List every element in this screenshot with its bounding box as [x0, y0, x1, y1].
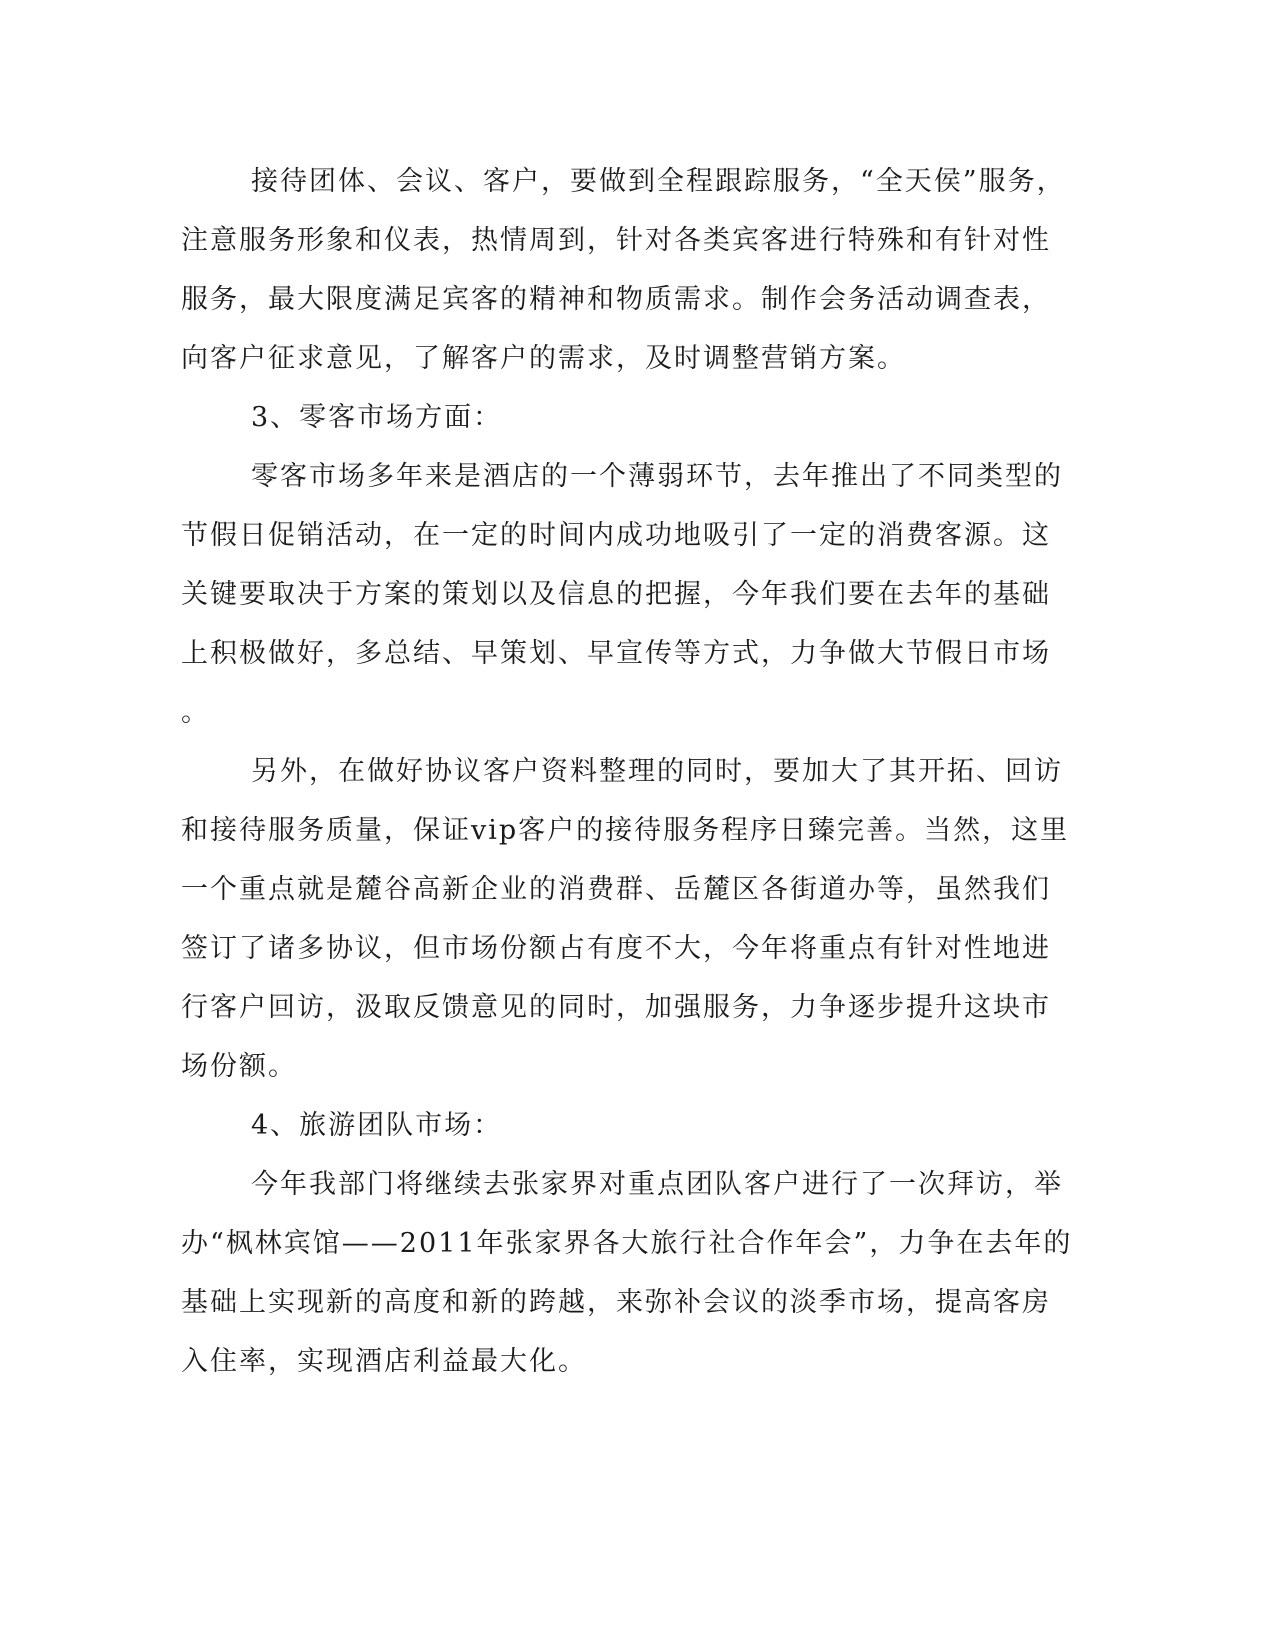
paragraph-line: 零客市场多年来是酒店的一个薄弱环节，去年推出了不同类型的: [251, 461, 1063, 492]
paragraph-line: 另外，在做好协议客户资料整理的同时，要加大了其开拓、回访: [251, 756, 1063, 787]
paragraph-line: 基础上实现新的高度和新的跨越，来弥补会议的淡季市场，提高客房: [181, 1287, 1051, 1318]
paragraph-line: 入住率，实现酒店利益最大化。: [181, 1346, 587, 1377]
paragraph-line: 上积极做好，多总结、早策划、早宣传等方式，力争做大节假日市场: [181, 638, 1051, 669]
paragraph-line: 今年我部门将继续去张家界对重点团队客户进行了一次拜访，举: [251, 1169, 1063, 1200]
paragraph-line: 服务，最大限度满足宾客的精神和物质需求。制作会务活动调查表，: [181, 284, 1051, 315]
paragraph-line: 和接待服务质量，保证vip客户的接待服务程序日臻完善。当然，这里: [181, 815, 1070, 846]
paragraph-line: 。: [181, 697, 210, 728]
paragraph-line: 办“枫林宾馆——2011年张家界各大旅行社合作年会”，力争在去年的: [181, 1228, 1073, 1259]
paragraph-line: 向客户征求意见，了解客户的需求，及时调整营销方案。: [181, 343, 906, 374]
paragraph-line: 场份额。: [181, 1051, 297, 1082]
paragraph-line: 一个重点就是麓谷高新企业的消费群、岳麓区各街道办等，虽然我们: [181, 874, 1051, 905]
paragraph-line: 关键要取决于方案的策划以及信息的把握，今年我们要在去年的基础: [181, 579, 1051, 610]
paragraph-line: 行客户回访，汲取反馈意见的同时，加强服务，力争逐步提升这块市: [181, 992, 1051, 1023]
paragraph-line: 节假日促销活动，在一定的时间内成功地吸引了一定的消费客源。这: [181, 520, 1051, 551]
section-heading-retail-market: 3、零客市场方面：: [251, 402, 503, 433]
paragraph-line: 注意服务形象和仪表，热情周到，针对各类宾客进行特殊和有针对性: [181, 225, 1051, 256]
section-heading-tour-group-market: 4、旅游团队市场：: [251, 1110, 503, 1141]
paragraph-line: 签订了诸多协议，但市场份额占有度不大，今年将重点有针对性地进: [181, 933, 1051, 964]
paragraph-line: 接待团体、会议、客户，要做到全程跟踪服务，“全天侯”服务，: [251, 166, 1066, 197]
